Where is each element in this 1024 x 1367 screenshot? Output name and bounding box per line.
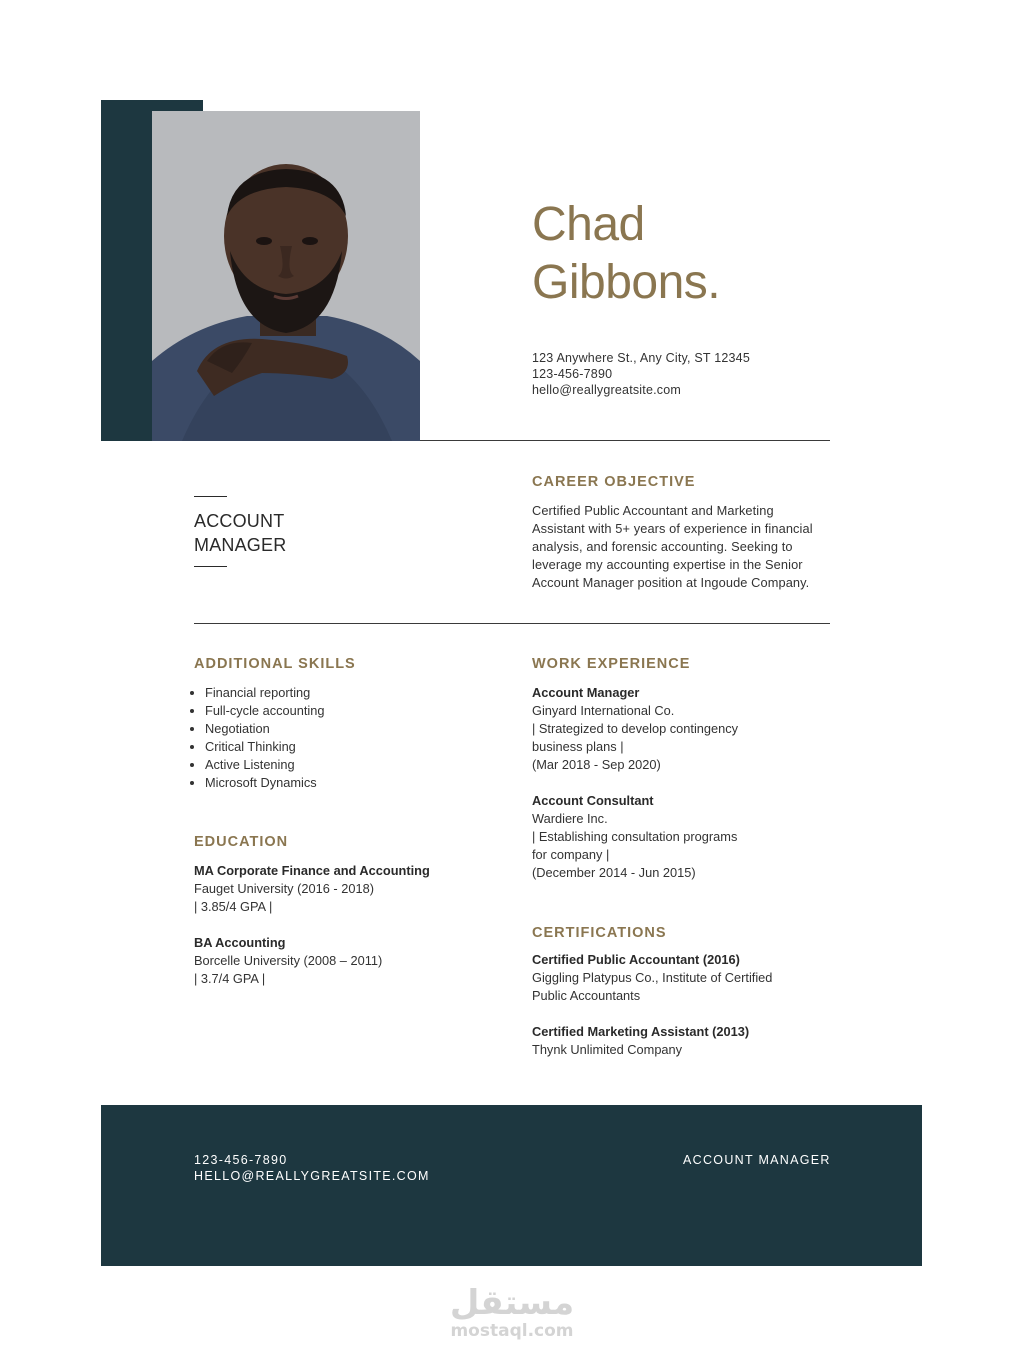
job-description: | Establishing consultation programs <box>532 829 738 844</box>
contact-block <box>532 350 750 398</box>
footer-bar <box>101 1105 922 1266</box>
footer-contact <box>194 1152 430 1184</box>
job-title <box>194 509 286 557</box>
first-name: Chad <box>532 198 645 251</box>
certification-title: Certified Public Accountant (2016) <box>532 952 740 967</box>
job-title-line2: MANAGER <box>194 535 287 555</box>
education-entry <box>194 862 430 916</box>
skills-list <box>194 684 325 792</box>
objective-line: Assistant with 5+ years of experience in financial <box>532 521 813 536</box>
section-divider <box>194 623 830 624</box>
objective-line: analysis, and forensic accounting. Seeking to <box>532 539 793 554</box>
career-objective-heading: CAREER OBJECTIVE <box>532 474 696 490</box>
last-name: Gibbons. <box>532 256 721 309</box>
contact-email: hello@reallygreatsite.com <box>532 383 682 397</box>
job-company: Ginyard International Co. <box>532 703 675 718</box>
job-company: Wardiere Inc. <box>532 811 608 826</box>
job-dates: (Mar 2018 - Sep 2020) <box>532 757 661 772</box>
footer-email: HELLO@REALLYGREATSITE.COM <box>194 1169 430 1183</box>
job-title-line1: ACCOUNT <box>194 511 285 531</box>
degree-school: Fauget University (2016 - 2018) <box>194 881 374 896</box>
degree-gpa: | 3.85/4 GPA | <box>194 899 273 914</box>
job-description: for company | <box>532 847 610 862</box>
skill-item: • Microsoft Dynamics <box>205 774 325 792</box>
objective-line: Certified Public Accountant and Marketing <box>532 503 774 518</box>
skill-item: • Active Listening <box>205 756 325 774</box>
certifications-heading: CERTIFICATIONS <box>532 925 667 941</box>
contact-address: 123 Anywhere St., Any City, ST 12345 <box>532 351 750 365</box>
job-position: Account Consultant <box>532 793 654 808</box>
education-entry <box>194 934 382 988</box>
degree-title: BA Accounting <box>194 935 286 950</box>
skill-item: • Critical Thinking <box>205 738 325 756</box>
certification-entry <box>532 1023 749 1059</box>
certification-issuer: Giggling Platypus Co., Institute of Certified <box>532 970 773 985</box>
career-objective-text <box>532 502 832 592</box>
footer-role: ACCOUNT MANAGER <box>683 1153 831 1167</box>
header-divider <box>420 440 830 441</box>
skills-heading: ADDITIONAL SKILLS <box>194 656 356 672</box>
watermark-arabic: مستقل <box>449 1283 575 1323</box>
education-heading: EDUCATION <box>194 834 289 850</box>
job-description: | Strategized to develop contingency <box>532 721 739 736</box>
skill-item: • Full-cycle accounting <box>205 702 325 720</box>
role-rule-bottom <box>194 566 227 567</box>
profile-photo <box>152 111 420 441</box>
degree-school: Borcelle University (2008 – 2011) <box>194 953 383 968</box>
degree-gpa: | 3.7/4 GPA | <box>194 971 266 986</box>
skill-item: • Negotiation <box>205 720 325 738</box>
watermark-logo <box>0 1285 1024 1341</box>
role-rule-top <box>194 496 227 497</box>
work-entry <box>532 792 737 882</box>
footer-phone: 123-456-7890 <box>194 1153 288 1167</box>
certification-title: Certified Marketing Assistant (2013) <box>532 1024 750 1039</box>
candidate-name <box>532 196 720 312</box>
objective-line: leverage my accounting expertise in the Senior <box>532 557 803 572</box>
certification-entry <box>532 951 772 1005</box>
job-description: business plans | <box>532 739 624 754</box>
objective-line: Account Manager position at Ingoude Company. <box>532 575 810 590</box>
contact-phone: 123-456-7890 <box>532 367 613 381</box>
certification-issuer: Thynk Unlimited Company <box>532 1042 683 1057</box>
skill-item: • Financial reporting <box>205 684 325 702</box>
watermark-latin: mostaql.com <box>450 1321 574 1341</box>
job-position: Account Manager <box>532 685 640 700</box>
certification-issuer: Public Accountants <box>532 988 641 1003</box>
job-dates: (December 2014 - Jun 2015) <box>532 865 696 880</box>
work-entry <box>532 684 738 774</box>
degree-title: MA Corporate Finance and Accounting <box>194 863 430 878</box>
work-experience-heading: WORK EXPERIENCE <box>532 656 691 672</box>
portrait-illustration <box>152 111 420 441</box>
